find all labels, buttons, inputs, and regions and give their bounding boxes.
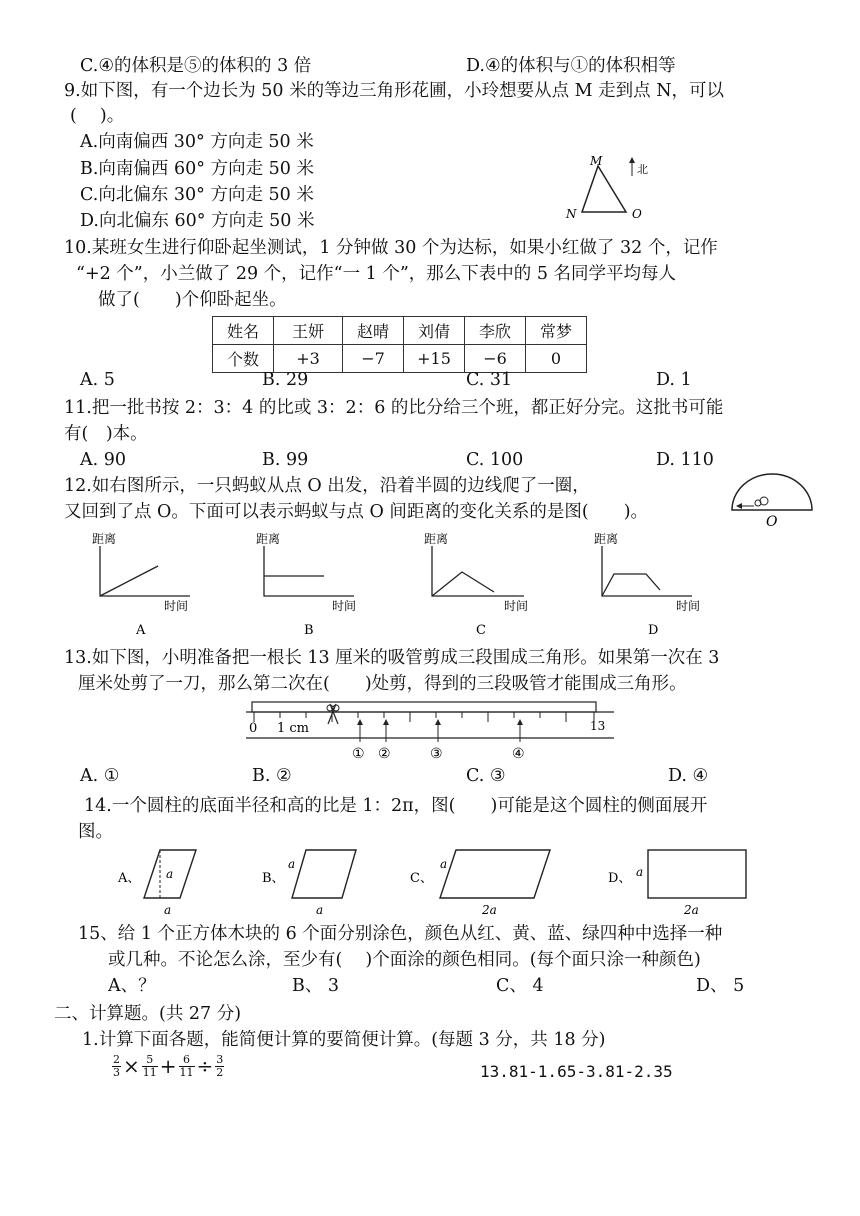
expression-1	[112, 1054, 224, 1078]
direction-arrowhead-icon	[736, 503, 742, 509]
point-m-label: M	[590, 154, 603, 168]
q15-option-d: D、 5	[696, 976, 745, 996]
figure-c-base: 2a	[482, 903, 497, 917]
q11-option-a: A. 90	[80, 450, 127, 470]
table-cell: 0	[526, 345, 587, 373]
graph-b-axes	[264, 546, 354, 596]
expression-2: 13.81-1.65-3.81-2.35	[480, 1062, 673, 1081]
point-o-label: O	[632, 207, 642, 221]
scissors-icon	[327, 704, 339, 724]
figure-c-label: C、	[410, 871, 433, 886]
figure-c	[410, 850, 550, 917]
q15-stem-line2: 或几种。不论怎么涂，至少有( )个面涂的颜色相同。(每个面只涂一种颜色)	[108, 950, 701, 970]
ruler-zero-label: 0	[249, 721, 258, 736]
q10-stem-line1: 10.某班女生进行仰卧起坐测试，1 分钟做 30 个为达标，如果小红做了 32 个，记作	[64, 238, 718, 258]
figure-d-rectangle	[648, 850, 746, 898]
mark-2-label: ②	[378, 746, 391, 762]
q13-stem-line1: 13.如下图，小明准备把一根长 13 厘米的吸管剪成三段围成三角形。如果第一次在 3	[64, 648, 720, 668]
q15-option-c: C、 4	[496, 976, 544, 996]
q12-stem-line2: 又回到了点 O。下面可以表示蚂蚁与点 O 间距离的变化关系的是图( )。	[64, 502, 649, 522]
north-label: 北	[637, 163, 648, 176]
table-row	[213, 345, 587, 373]
figure-b-parallelogram	[292, 850, 356, 898]
graph-c-line	[432, 572, 494, 596]
table-cell: 个数	[213, 345, 274, 373]
q9-option-a: A.向南偏西 30° 方向走 50 米	[80, 132, 314, 152]
graph-b-label: B	[304, 623, 314, 638]
graph-c-xlabel: 时间	[504, 599, 529, 613]
denominator: 11	[142, 1065, 157, 1079]
figure-a-label: A、	[118, 871, 141, 886]
q13-option-d: D. ④	[668, 766, 709, 786]
mark-1-label: ①	[352, 746, 365, 762]
q14-unfold-figures	[110, 842, 760, 918]
point-n-label: N	[566, 207, 577, 221]
table-row	[213, 317, 587, 345]
q10-stem-line3: 做了( )个仰卧起坐。	[98, 290, 287, 310]
fraction	[142, 1054, 158, 1078]
denominator: 2	[216, 1065, 224, 1079]
figure-a-side: a	[166, 867, 174, 881]
q10-option-c: C. 31	[466, 370, 513, 390]
graph-d-line	[602, 574, 660, 596]
q11-option-b: B. 99	[262, 450, 309, 470]
ruler-end-label: 13	[590, 719, 606, 733]
graph-d-xlabel: 时间	[676, 599, 701, 613]
north-arrowhead-icon	[629, 157, 635, 163]
table-cell: 刘倩	[404, 317, 465, 345]
section-2-title: 二、计算题。(共 27 分)	[54, 1004, 242, 1024]
graph-b-ylabel: 距离	[256, 532, 281, 546]
mark-4-label: ④	[512, 746, 525, 762]
q13-option-a: A. ①	[80, 766, 120, 786]
graph-c-axes	[432, 546, 524, 596]
q14-stem-line1: 14.一个圆柱的底面半径和高的比是 1：2π，图( )可能是这个圆柱的侧面展开	[84, 796, 708, 816]
graph-a	[92, 532, 190, 638]
figure-d-label: D、	[608, 871, 632, 886]
graph-a-line	[100, 566, 158, 596]
q11-stem-line2: 有( )本。	[64, 424, 148, 444]
q11-option-c: C. 100	[466, 450, 524, 470]
numerator: 2	[113, 1053, 120, 1066]
graph-d-axes	[602, 546, 692, 596]
q15-option-a: A、？	[108, 976, 156, 996]
divide-sign: ÷	[196, 1054, 214, 1079]
graph-c-label: C	[476, 623, 486, 638]
q13-option-c: C. ③	[466, 766, 506, 786]
section-2-instruction: 1.计算下面各题，能简便计算的要简便计算。(每题 3 分，共 18 分)	[82, 1030, 606, 1050]
point-o-label: O	[766, 514, 778, 530]
figure-a-base: a	[164, 903, 172, 917]
q8-option-c: C.④的体积是⑤的体积的 3 倍	[80, 56, 312, 76]
ruler-unit-label: 1 cm	[277, 721, 310, 736]
graph-a-ylabel: 距离	[92, 532, 117, 546]
graph-d-label: D	[648, 623, 659, 638]
table-cell: 李欣	[465, 317, 526, 345]
plus-sign: +	[159, 1054, 177, 1079]
q11-option-d: D. 110	[656, 450, 714, 470]
q14-stem-line2: 图。	[78, 822, 113, 842]
q10-stem-line2: “+2 个”，小兰做了 29 个，记作“一 1 个”，那么下表中的 5 名同学平均每人	[76, 264, 677, 284]
figure-d-base: 2a	[684, 903, 699, 917]
table-cell: 王妍	[274, 317, 343, 345]
table-cell: 姓名	[213, 317, 274, 345]
q10-option-a: A. 5	[80, 370, 115, 390]
q15-stem-line1: 15、给 1 个正方体木块的 6 个面分别涂色，颜色从红、黄、蓝、绿四种中选择一种	[78, 924, 723, 944]
q11-stem-line1: 11.把一批书按 2：3：4 的比或 3：2：6 的比分给三个班，都正好分完。这批书可能	[64, 398, 724, 418]
q13-option-b: B. ②	[252, 766, 292, 786]
q10-option-b: B. 29	[262, 370, 309, 390]
q10-option-d: D. 1	[656, 370, 692, 390]
q12-semicircle-figure	[720, 468, 820, 530]
q9-stem-line2: ( )。	[70, 106, 125, 126]
q9-stem-line1: 9.如下图，有一个边长为 50 米的等边三角形花圃，小玲想要从点 M 走到点 N，可以	[64, 81, 725, 101]
q15-option-b: B、 3	[292, 976, 340, 996]
mark-3-label: ③	[430, 746, 443, 762]
q12-graph-options	[80, 528, 820, 640]
figure-b	[262, 850, 356, 917]
q10-score-table	[212, 316, 587, 373]
numerator: 6	[179, 1054, 195, 1067]
graph-c	[424, 532, 528, 638]
fraction	[215, 1054, 224, 1078]
figure-a	[117, 850, 196, 917]
table-cell: −7	[343, 345, 404, 373]
q12-stem-line1: 12.如右图所示，一只蚂蚁从点 O 出发，沿着半圆的边线爬了一圈，	[64, 476, 590, 496]
graph-a-xlabel: 时间	[164, 599, 189, 613]
graph-d	[594, 532, 700, 638]
triangle-shape	[582, 166, 626, 212]
denominator: 11	[179, 1065, 194, 1079]
q13-ruler-figure	[244, 698, 616, 764]
table-cell: −6	[465, 345, 526, 373]
fraction	[179, 1054, 195, 1078]
cut-arrowheads	[357, 719, 523, 725]
figure-d-side: a	[636, 865, 644, 879]
table-cell: +3	[274, 345, 343, 373]
graph-d-ylabel: 距离	[594, 532, 619, 546]
graph-b	[256, 532, 356, 638]
straw-shape	[252, 702, 596, 712]
q9-option-c: C.向北偏东 30° 方向走 50 米	[80, 185, 314, 205]
figure-b-base: a	[316, 903, 324, 917]
table-cell: 赵晴	[343, 317, 404, 345]
denominator: 3	[113, 1065, 120, 1079]
fraction	[112, 1054, 121, 1078]
graph-b-xlabel: 时间	[332, 599, 357, 613]
graph-a-label: A	[136, 623, 146, 638]
table-cell: 常梦	[526, 317, 587, 345]
figure-c-parallelogram	[440, 850, 550, 898]
figure-d	[608, 850, 746, 917]
q8-option-d: D.④的体积与①的体积相等	[466, 56, 676, 76]
semicircle-shape	[732, 474, 812, 510]
figure-b-label: B、	[262, 871, 285, 886]
q9-option-b: B.向南偏西 60° 方向走 50 米	[80, 159, 314, 179]
q9-triangle-figure	[560, 148, 660, 226]
numerator: 5	[142, 1054, 158, 1067]
q9-option-d: D.向北偏东 60° 方向走 50 米	[80, 211, 315, 231]
figure-c-side: a	[440, 857, 448, 871]
q13-stem-line2: 厘米处剪了一刀，那么第二次在( )处剪，得到的三段吸管才能围成三角形。	[78, 674, 687, 694]
figure-b-side: a	[288, 857, 296, 871]
times-sign: ×	[123, 1054, 140, 1079]
table-cell: +15	[404, 345, 465, 373]
numerator: 3	[216, 1053, 224, 1066]
graph-c-ylabel: 距离	[424, 532, 449, 546]
